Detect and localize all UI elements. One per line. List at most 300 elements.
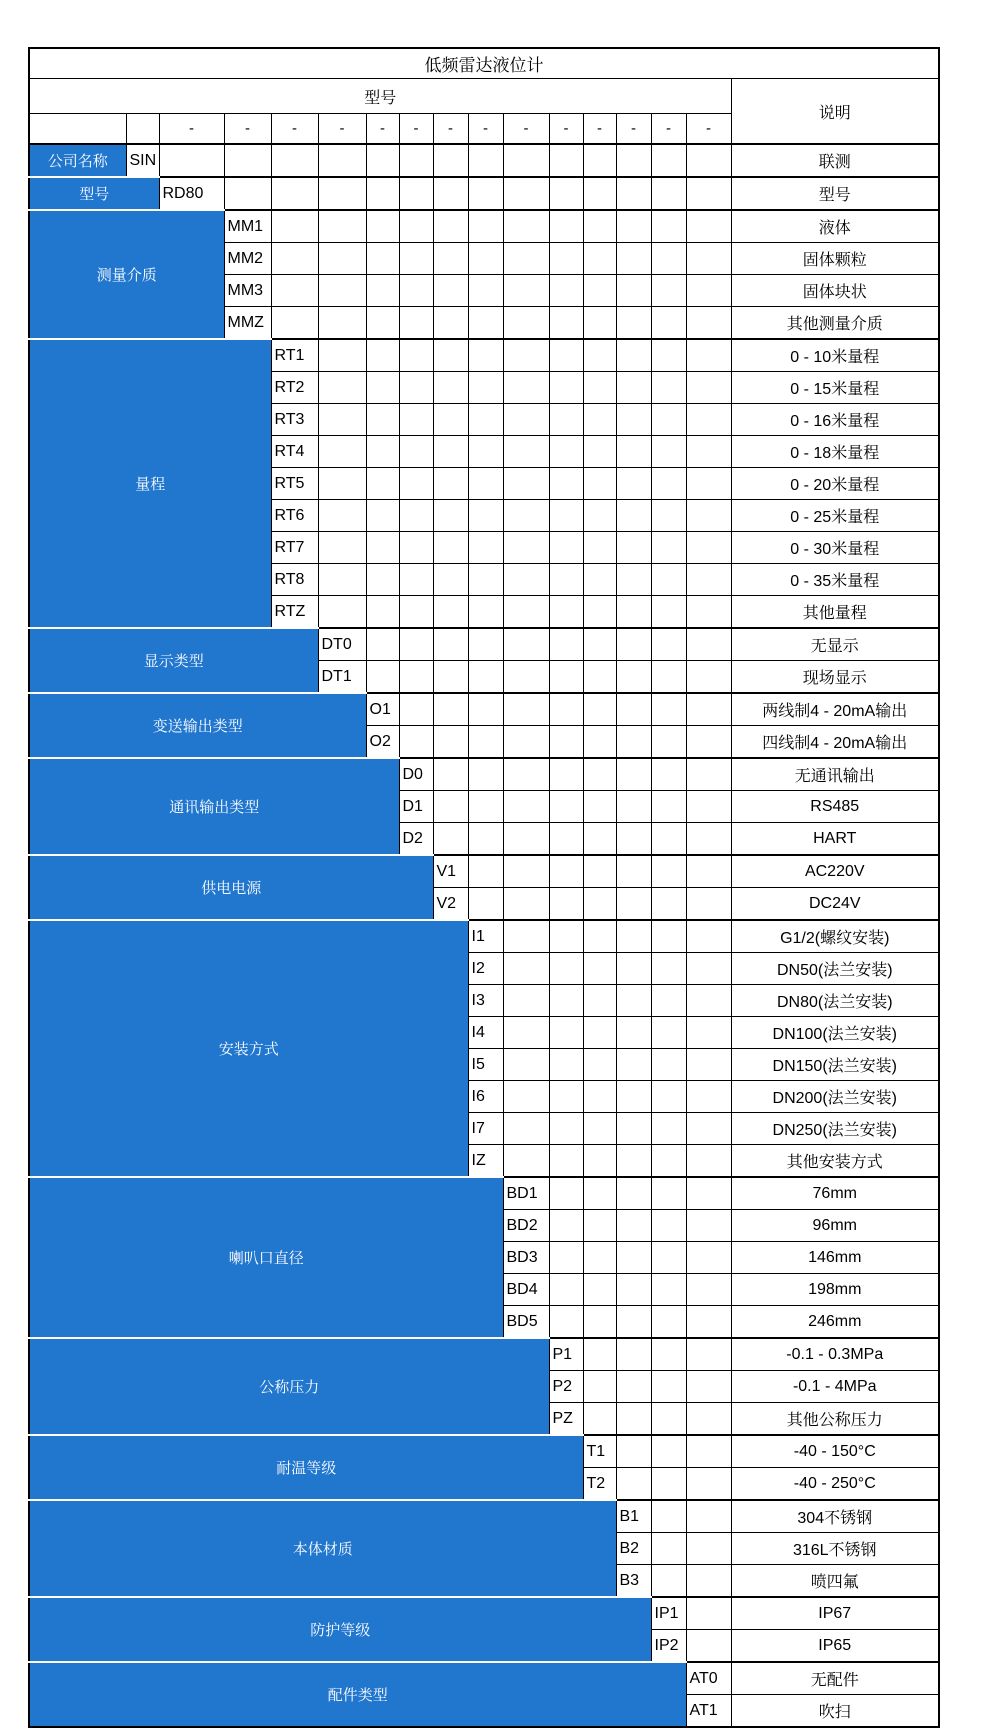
empty-cell <box>583 436 616 468</box>
empty-cell <box>549 726 583 759</box>
empty-cell <box>616 436 651 468</box>
empty-cell <box>686 1017 731 1049</box>
empty-cell <box>583 953 616 985</box>
empty-cell <box>651 920 686 953</box>
empty-cell <box>503 532 549 564</box>
empty-cell <box>616 500 651 532</box>
empty-cell <box>433 275 468 307</box>
empty-cell <box>651 693 686 726</box>
empty-cell <box>583 1338 616 1371</box>
empty-cell <box>503 888 549 921</box>
empty-cell <box>503 404 549 436</box>
empty-cell <box>399 661 433 694</box>
code-cell-I4: I4 <box>468 1017 503 1049</box>
table-row <box>29 144 939 177</box>
description-cell: 246mm <box>731 1306 939 1339</box>
empty-cell <box>549 436 583 468</box>
empty-cell <box>318 243 366 275</box>
empty-cell <box>318 596 366 629</box>
code-separator: - <box>224 114 271 145</box>
empty-cell <box>549 758 583 791</box>
category-protection-grade: 防护等级 <box>29 1597 651 1662</box>
empty-cell <box>686 500 731 532</box>
empty-cell <box>503 953 549 985</box>
empty-cell <box>399 372 433 404</box>
empty-cell <box>583 177 616 210</box>
empty-cell <box>399 144 433 177</box>
empty-cell <box>651 1371 686 1403</box>
code-cell-AT0: AT0 <box>686 1662 731 1695</box>
code-separator: - <box>583 114 616 145</box>
empty-cell <box>583 243 616 275</box>
code-cell-MMZ: MMZ <box>224 307 271 340</box>
description-cell: 吹扫 <box>731 1695 939 1728</box>
code-cell-RTZ: RTZ <box>271 596 318 629</box>
empty-cell <box>433 210 468 243</box>
empty-cell <box>616 404 651 436</box>
empty-cell <box>366 468 399 500</box>
empty-cell <box>399 243 433 275</box>
empty-cell <box>433 791 468 823</box>
empty-cell <box>686 404 731 436</box>
empty-cell <box>549 404 583 436</box>
empty-cell <box>651 823 686 856</box>
empty-cell <box>549 985 583 1017</box>
empty-cell <box>616 177 651 210</box>
empty-cell <box>651 1468 686 1501</box>
empty-cell <box>318 144 366 177</box>
table-row <box>29 177 939 210</box>
empty-cell <box>616 1435 651 1468</box>
table-row <box>29 1500 939 1533</box>
code-cell-V1: V1 <box>433 855 468 888</box>
empty-cell <box>549 1306 583 1339</box>
empty-cell <box>651 1565 686 1598</box>
category-transmit-output-type: 变送输出类型 <box>29 693 366 758</box>
empty-cell <box>651 1306 686 1339</box>
empty-cell <box>366 210 399 243</box>
empty-cell <box>651 436 686 468</box>
empty-cell <box>318 404 366 436</box>
description-cell: 0 - 18米量程 <box>731 436 939 468</box>
empty-cell <box>616 564 651 596</box>
description-cell: 304不锈钢 <box>731 1500 939 1533</box>
description-cell: HART <box>731 823 939 856</box>
empty-cell <box>651 1500 686 1533</box>
code-cell-D0: D0 <box>399 758 433 791</box>
description-cell: -40 - 150°C <box>731 1435 939 1468</box>
description-cell: -40 - 250°C <box>731 1468 939 1501</box>
empty-cell <box>583 693 616 726</box>
code-cell-RD80: RD80 <box>159 177 224 210</box>
empty-cell <box>583 210 616 243</box>
code-separator: - <box>271 114 318 145</box>
empty-cell <box>583 404 616 436</box>
description-cell: G1/2(螺纹安装) <box>731 920 939 953</box>
code-cell-I6: I6 <box>468 1081 503 1113</box>
empty-cell <box>549 1113 583 1145</box>
empty-cell <box>616 1338 651 1371</box>
empty-cell <box>318 372 366 404</box>
empty-cell <box>583 661 616 694</box>
empty-cell <box>468 372 503 404</box>
empty-cell <box>399 404 433 436</box>
empty-cell <box>503 177 549 210</box>
empty-cell <box>686 823 731 856</box>
code-cell-DT0: DT0 <box>318 628 366 661</box>
table-row <box>29 210 939 243</box>
empty-cell <box>366 372 399 404</box>
category-temperature-grade: 耐温等级 <box>29 1435 583 1500</box>
empty-cell <box>651 1242 686 1274</box>
empty-cell <box>616 855 651 888</box>
empty-cell <box>318 500 366 532</box>
empty-cell <box>583 564 616 596</box>
description-header: 说明 <box>731 79 939 145</box>
empty-cell <box>651 339 686 372</box>
empty-cell <box>503 596 549 629</box>
empty-cell <box>468 275 503 307</box>
table-title: 低频雷达液位计 <box>29 48 939 79</box>
empty-cell <box>651 210 686 243</box>
table-row <box>29 1435 939 1468</box>
description-cell: 无显示 <box>731 628 939 661</box>
empty-cell <box>686 1565 731 1598</box>
category-installation: 安装方式 <box>29 920 468 1177</box>
empty-cell <box>616 661 651 694</box>
category-horn-diameter: 喇叭口直径 <box>29 1177 503 1338</box>
description-cell: 0 - 35米量程 <box>731 564 939 596</box>
code-cell-D1: D1 <box>399 791 433 823</box>
empty-cell <box>549 888 583 921</box>
empty-cell <box>399 693 433 726</box>
empty-cell <box>686 726 731 759</box>
empty-cell <box>433 532 468 564</box>
empty-cell <box>318 210 366 243</box>
empty-cell <box>651 564 686 596</box>
empty-cell <box>583 726 616 759</box>
empty-cell <box>399 532 433 564</box>
empty-cell <box>616 953 651 985</box>
empty-cell <box>583 500 616 532</box>
empty-cell <box>583 1113 616 1145</box>
empty-cell <box>583 1403 616 1436</box>
empty-cell <box>503 920 549 953</box>
empty-cell <box>503 693 549 726</box>
empty-cell <box>503 500 549 532</box>
code-cell-MM3: MM3 <box>224 275 271 307</box>
empty-cell <box>224 144 271 177</box>
table-row <box>29 758 939 791</box>
empty-cell <box>468 210 503 243</box>
description-cell: 0 - 30米量程 <box>731 532 939 564</box>
empty-cell <box>616 693 651 726</box>
empty-cell <box>583 1145 616 1178</box>
description-cell: DN100(法兰安装) <box>731 1017 939 1049</box>
empty-cell <box>433 628 468 661</box>
empty-cell <box>686 1113 731 1145</box>
category-measuring-medium: 测量介质 <box>29 210 224 339</box>
empty-cell <box>366 243 399 275</box>
empty-cell <box>686 1468 731 1501</box>
empty-cell <box>399 596 433 629</box>
empty-cell <box>686 1435 731 1468</box>
empty-cell <box>549 1210 583 1242</box>
empty-cell <box>468 500 503 532</box>
description-cell: 198mm <box>731 1274 939 1306</box>
empty-cell <box>399 628 433 661</box>
empty-cell <box>651 1210 686 1242</box>
description-cell: 96mm <box>731 1210 939 1242</box>
code-cell-P1: P1 <box>549 1338 583 1371</box>
empty-cell <box>686 144 731 177</box>
description-cell: 0 - 25米量程 <box>731 500 939 532</box>
model-selection-table <box>28 47 940 1728</box>
empty-cell <box>433 758 468 791</box>
empty-cell <box>318 532 366 564</box>
empty-cell <box>366 532 399 564</box>
table-row <box>29 339 939 372</box>
empty-cell <box>318 564 366 596</box>
code-cell-RT5: RT5 <box>271 468 318 500</box>
empty-cell <box>549 1274 583 1306</box>
empty-cell <box>399 177 433 210</box>
empty-cell <box>686 1242 731 1274</box>
empty-cell <box>503 661 549 694</box>
empty-cell <box>651 1145 686 1178</box>
empty-cell <box>651 1435 686 1468</box>
table-row <box>29 1177 939 1210</box>
empty-cell <box>318 177 366 210</box>
description-cell: 两线制4 - 20mA输出 <box>731 693 939 726</box>
code-cell-B2: B2 <box>616 1533 651 1565</box>
table-row <box>29 920 939 953</box>
empty-cell <box>468 404 503 436</box>
code-cell-I1: I1 <box>468 920 503 953</box>
empty-cell <box>549 1145 583 1178</box>
description-cell: AC220V <box>731 855 939 888</box>
code-separator: - <box>159 114 224 145</box>
empty-cell <box>651 985 686 1017</box>
empty-cell <box>616 920 651 953</box>
empty-cell <box>468 726 503 759</box>
empty-cell <box>366 307 399 340</box>
empty-cell <box>651 1338 686 1371</box>
description-cell: 联测 <box>731 144 939 177</box>
empty-cell <box>549 1049 583 1081</box>
empty-cell <box>616 1113 651 1145</box>
empty-cell <box>433 661 468 694</box>
empty-cell <box>503 210 549 243</box>
empty-cell <box>366 404 399 436</box>
empty-cell <box>686 436 731 468</box>
empty-cell <box>616 1017 651 1049</box>
title-row <box>29 48 939 79</box>
empty-cell <box>651 275 686 307</box>
code-separator: - <box>616 114 651 145</box>
empty-cell <box>549 339 583 372</box>
empty-cell <box>686 307 731 340</box>
empty-cell <box>651 1017 686 1049</box>
empty-cell <box>686 1145 731 1178</box>
empty-cell <box>616 144 651 177</box>
empty-cell <box>651 1177 686 1210</box>
empty-cell <box>616 1049 651 1081</box>
description-cell: 其他公称压力 <box>731 1403 939 1436</box>
code-cell-O2: O2 <box>366 726 399 759</box>
empty-cell <box>468 888 503 921</box>
empty-cell <box>549 823 583 856</box>
header-row <box>29 79 939 114</box>
empty-cell <box>616 1468 651 1501</box>
empty-cell <box>616 888 651 921</box>
empty-cell <box>616 1242 651 1274</box>
empty-cell <box>549 307 583 340</box>
empty-cell <box>433 177 468 210</box>
empty-cell <box>651 855 686 888</box>
empty-cell <box>583 468 616 500</box>
description-cell: 0 - 20米量程 <box>731 468 939 500</box>
description-cell: 无通讯输出 <box>731 758 939 791</box>
empty-cell <box>468 243 503 275</box>
table-row <box>29 1338 939 1371</box>
empty-cell <box>686 372 731 404</box>
empty-cell <box>686 985 731 1017</box>
code-separator: - <box>651 114 686 145</box>
empty-cell <box>503 791 549 823</box>
empty-cell <box>399 339 433 372</box>
empty-cell <box>651 243 686 275</box>
empty-cell <box>616 307 651 340</box>
description-cell: DN200(法兰安装) <box>731 1081 939 1113</box>
empty-cell <box>503 436 549 468</box>
category-range: 量程 <box>29 339 271 628</box>
empty-cell <box>686 564 731 596</box>
code-cell-PZ: PZ <box>549 1403 583 1436</box>
category-power-supply: 供电电源 <box>29 855 433 920</box>
empty-cell <box>686 693 731 726</box>
empty-cell <box>686 1403 731 1436</box>
empty-cell <box>549 791 583 823</box>
empty-cell <box>616 758 651 791</box>
empty-cell <box>271 307 318 340</box>
empty-cell <box>366 628 399 661</box>
empty-cell <box>549 210 583 243</box>
empty-cell <box>159 144 224 177</box>
empty-cell <box>433 372 468 404</box>
empty-cell <box>503 1081 549 1113</box>
empty-cell <box>616 468 651 500</box>
empty-cell <box>583 372 616 404</box>
empty-cell <box>433 693 468 726</box>
empty-cell <box>583 1210 616 1242</box>
empty-cell <box>686 888 731 921</box>
empty-cell <box>686 661 731 694</box>
empty-cell <box>433 144 468 177</box>
empty-cell <box>468 791 503 823</box>
description-cell: 无配件 <box>731 1662 939 1695</box>
empty-cell <box>686 532 731 564</box>
code-cell-I2: I2 <box>468 953 503 985</box>
empty-cell <box>651 1274 686 1306</box>
empty-cell <box>503 1113 549 1145</box>
empty-cell <box>503 985 549 1017</box>
empty-cell <box>468 564 503 596</box>
empty-cell <box>318 307 366 340</box>
code-cell-P2: P2 <box>549 1371 583 1403</box>
empty-cell <box>366 564 399 596</box>
empty-cell <box>651 628 686 661</box>
empty-cell <box>686 855 731 888</box>
empty-cell <box>549 855 583 888</box>
empty-cell <box>686 953 731 985</box>
empty-cell <box>583 985 616 1017</box>
empty-cell <box>686 758 731 791</box>
separator-blank-cell <box>29 114 126 145</box>
empty-cell <box>583 144 616 177</box>
code-cell-MM1: MM1 <box>224 210 271 243</box>
empty-cell <box>616 1081 651 1113</box>
empty-cell <box>399 307 433 340</box>
code-cell-RT1: RT1 <box>271 339 318 372</box>
empty-cell <box>651 307 686 340</box>
empty-cell <box>686 791 731 823</box>
table-row <box>29 855 939 888</box>
category-nominal-pressure: 公称压力 <box>29 1338 549 1435</box>
description-cell: IP67 <box>731 1597 939 1630</box>
description-cell: 现场显示 <box>731 661 939 694</box>
empty-cell <box>366 436 399 468</box>
empty-cell <box>651 953 686 985</box>
empty-cell <box>686 920 731 953</box>
empty-cell <box>616 1274 651 1306</box>
category-accessory-type: 配件类型 <box>29 1662 686 1727</box>
empty-cell <box>686 1049 731 1081</box>
empty-cell <box>366 596 399 629</box>
empty-cell <box>549 177 583 210</box>
empty-cell <box>549 564 583 596</box>
description-cell: 146mm <box>731 1242 939 1274</box>
empty-cell <box>271 275 318 307</box>
empty-cell <box>549 500 583 532</box>
code-cell-O1: O1 <box>366 693 399 726</box>
description-cell: -0.1 - 0.3MPa <box>731 1338 939 1371</box>
empty-cell <box>651 372 686 404</box>
empty-cell <box>583 339 616 372</box>
empty-cell <box>366 500 399 532</box>
empty-cell <box>651 1081 686 1113</box>
description-cell: 四线制4 - 20mA输出 <box>731 726 939 759</box>
empty-cell <box>503 855 549 888</box>
empty-cell <box>503 564 549 596</box>
empty-cell <box>651 888 686 921</box>
empty-cell <box>468 661 503 694</box>
empty-cell <box>549 468 583 500</box>
empty-cell <box>503 339 549 372</box>
code-cell-RT4: RT4 <box>271 436 318 468</box>
code-cell-I7: I7 <box>468 1113 503 1145</box>
empty-cell <box>616 210 651 243</box>
empty-cell <box>651 1049 686 1081</box>
description-cell: 0 - 15米量程 <box>731 372 939 404</box>
empty-cell <box>468 468 503 500</box>
model-code-header: 型号 <box>29 79 731 114</box>
empty-cell <box>503 307 549 340</box>
empty-cell <box>549 628 583 661</box>
empty-cell <box>651 1533 686 1565</box>
empty-cell <box>651 177 686 210</box>
description-cell: 型号 <box>731 177 939 210</box>
